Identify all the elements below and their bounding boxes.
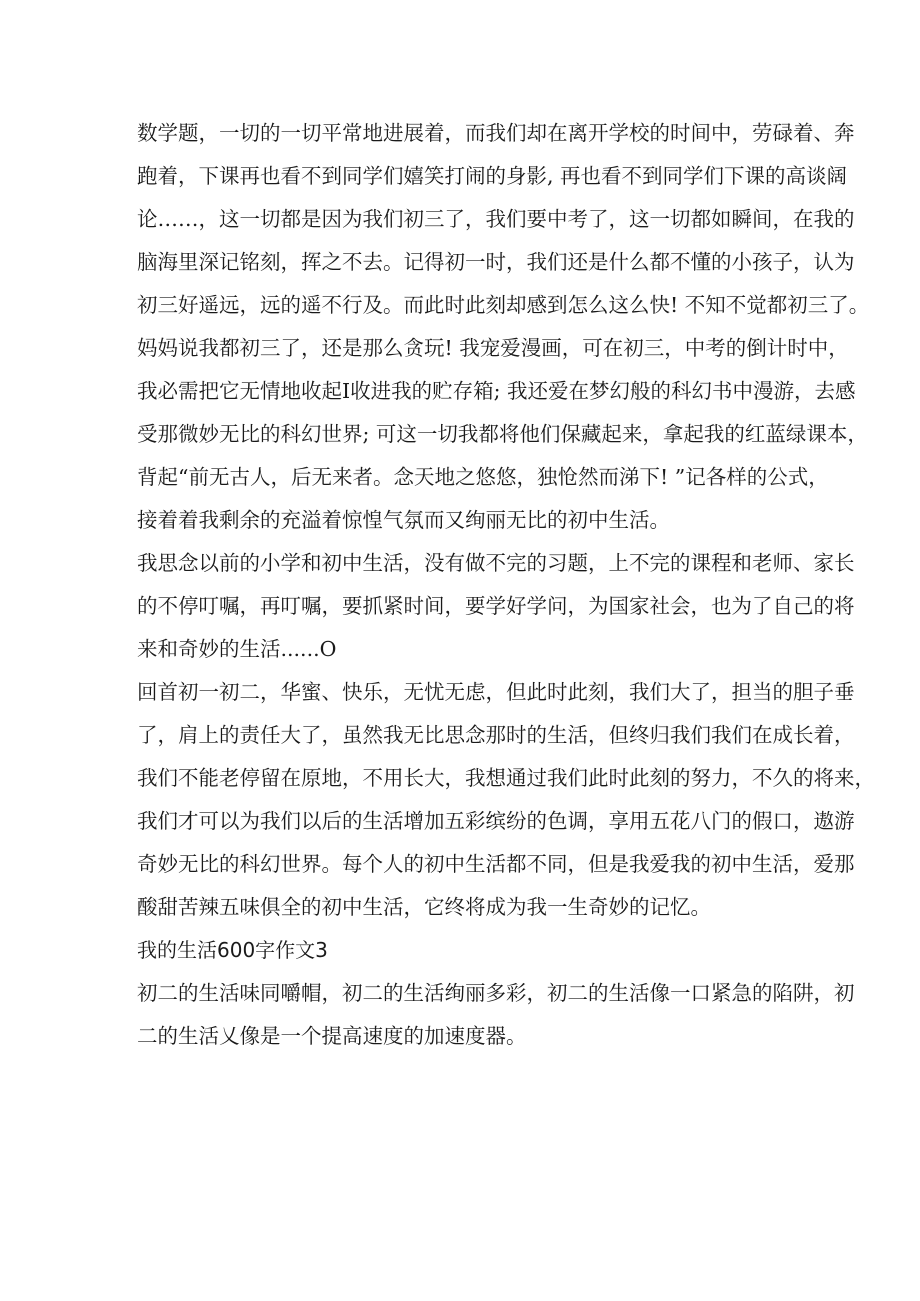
paragraph-1	[137, 112, 870, 542]
text-line: 跑着，下课再也看不到同学们嬉笑打闹的身影, 再也看不到同学们下课的高谈阔	[137, 164, 848, 188]
text-line: 妈妈说我都初三了，还是那么贪玩! 我宠爱漫画，可在初三，中考的倒计时中，	[137, 336, 849, 360]
text-line: 二的生活乂像是一个提高速度的加速度器。	[137, 1024, 527, 1048]
text-line: 接着着我剩余的充溢着惊惶气氛而又绚丽无比的初中生活。	[137, 508, 670, 532]
text-line: 脑海里深记铭刻，挥之不去。记得初一时，我们还是什么都不懂的小孩子，认为	[137, 250, 855, 274]
text-line: 初二的生活味同嚼帽，初二的生活绚丽多彩，初二的生活像一口紧急的陷阱，初	[137, 981, 855, 1005]
text-line: 我思念以前的小学和初中生活，没有做不完的习题，上不完的课程和老师、家长	[137, 551, 855, 575]
text-line: 论……，这一切都是因为我们初三了，我们要中考了，这一切都如瞬间，在我的	[137, 207, 855, 231]
text-line: 数学题，一切的一切平常地进展着，而我们却在离开学校的时间中，劳碌着、奔	[137, 121, 855, 145]
text-line: 回首初一初二，华蜜、快乐，无忧无虑，但此时此刻，我们大了，担当的胆子垂	[137, 680, 855, 704]
text-line: 我必需把它无情地收起I收进我的贮存箱; 我还爱在梦幻般的科幻书中漫游，去感	[137, 379, 856, 403]
heading-text: 我的生活600字作文3	[137, 938, 328, 962]
text-line: 受那微妙无比的科幻世界; 可这一切我都将他们保藏起来，拿起我的红蓝绿课本，	[137, 422, 868, 446]
paragraph-4	[137, 972, 855, 1058]
text-line: 酸甜苦辣五味俱全的初中生活，它终将成为我一生奇妙的记忆。	[137, 895, 711, 919]
document-body	[137, 112, 875, 1058]
text-line: 的不停叮嘱，再叮嘱，要抓紧时间，要学好学问，为国家社会，也为了自己的将	[137, 594, 855, 618]
paragraph-2	[137, 542, 855, 671]
section-heading	[137, 929, 787, 972]
text-line: 我们才可以为我们以后的生活增加五彩缤纷的色调，享用五花八门的假口，遨游	[137, 809, 855, 833]
text-line: 初三好遥远，远的遥不行及。而此时此刻却感到怎么这么快! 不知不觉都初三了。	[137, 293, 870, 317]
text-line: 背起“前无古人，后无来者。念天地之悠悠，独怆然而涕下! ”记各样的公式，	[137, 465, 829, 489]
text-line: 了，肩上的责任大了，虽然我无比思念那时的生活，但终归我们我们在成长着，	[137, 723, 855, 747]
text-line: 来和奇妙的生活......O	[137, 637, 337, 661]
text-line: 奇妙无比的科幻世界。每个人的初中生活都不同，但是我爱我的初中生活，爱那	[137, 852, 855, 876]
text-line: 我们不能老停留在原地，不用长大，我想通过我们此时此刻的努力，不久的将来，	[137, 766, 875, 790]
paragraph-3	[137, 671, 875, 929]
